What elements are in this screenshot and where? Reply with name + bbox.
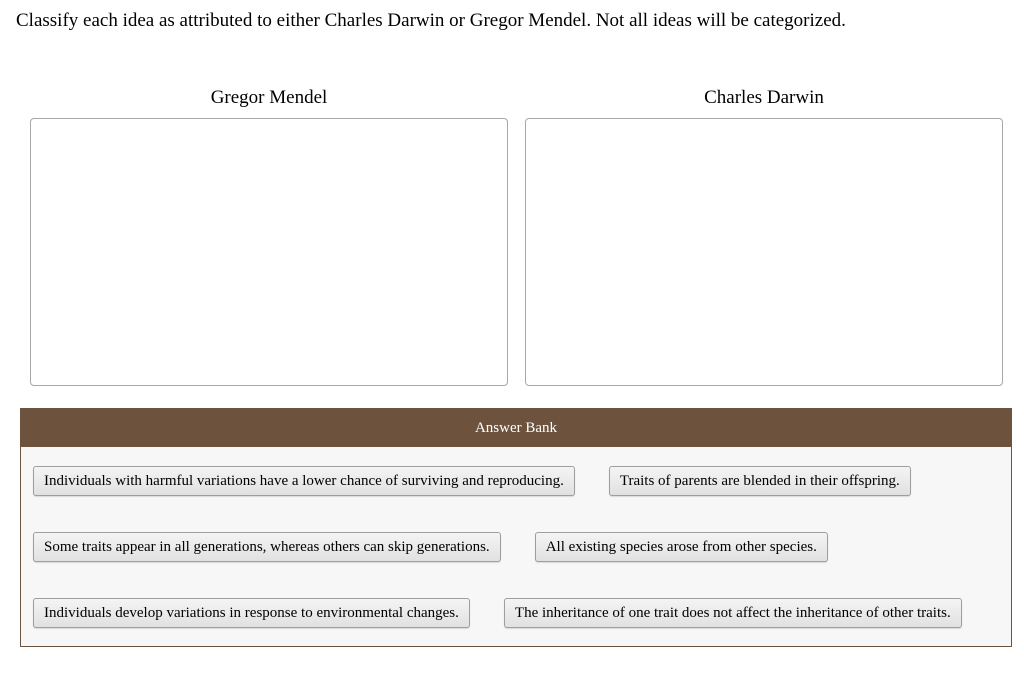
answer-chip-blended-traits[interactable]: Traits of parents are blended in their offspring. [609,466,911,496]
bin-title-gregor-mendel: Gregor Mendel [210,87,328,108]
answer-bank-title: Answer Bank [21,409,1011,447]
bin-gregor-mendel [30,86,508,386]
answer-bank [20,408,1012,647]
instructions-text: Classify each idea as attributed to either Charles Darwin or Gregor Mendel. Not all ideas will be categorized. [16,10,846,31]
answer-bank-row [33,531,828,563]
answer-chip-harmful-variations[interactable]: Individuals with harmful variations have a lower chance of surviving and reproducing. [33,466,575,496]
answer-chip-independent-inheritance[interactable]: The inheritance of one trait does not affect the inheritance of other traits. [504,598,962,628]
drop-zone-gregor-mendel[interactable] [30,118,508,386]
answer-bank-row [33,597,962,629]
answer-chip-skip-generations[interactable]: Some traits appear in all generations, whereas others can skip generations. [33,532,501,562]
answer-chip-variations-environment[interactable]: Individuals develop variations in response to environmental changes. [33,598,470,628]
answer-chip-species-arose[interactable]: All existing species arose from other species. [535,532,828,562]
answer-bank-row [33,465,911,497]
drop-zone-charles-darwin[interactable] [525,118,1003,386]
bin-charles-darwin [525,86,1003,386]
bin-title-charles-darwin: Charles Darwin [704,87,824,108]
